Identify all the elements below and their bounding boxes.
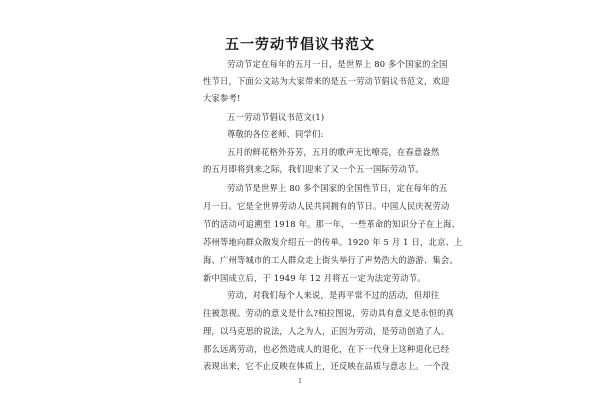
paragraph-line: 大家参考! xyxy=(203,93,241,103)
paragraph-line: 劳动节定在每年的五月一日，是世界上 80 多个国家的全国 xyxy=(227,59,448,69)
paragraph-line: 往被忽视。劳动的意义是什么?柏拉图说，劳动具有意义是永恒的真 xyxy=(203,308,455,318)
paragraph-line: 那么远离劳动，也必然造成人的退化，在下一代身上这种退化已经 xyxy=(203,344,450,354)
paragraph-line: 理，以马克思的说法，人之为人，正因为劳动，是劳动创造了人。 xyxy=(203,326,450,336)
paragraph-line: 劳动，对我们每个人来说，是再平常不过的活动，但却往 xyxy=(227,290,440,300)
page-number: 1 xyxy=(298,378,302,385)
paragraph-line: 苏州等地向群众散发介绍五一的传单。1920 年 5 月 1 日，北京、上 xyxy=(203,237,463,247)
paragraph-line: 劳动节是世界上 80 多个国家的全国性节日，定在每年的五 xyxy=(227,183,448,193)
salutation: 尊敬的各位老师、同学们: xyxy=(227,129,324,139)
paragraph-line: 性节日，下面公文站为大家带来的是五一劳动节倡议书范文，欢迎 xyxy=(203,76,450,86)
paragraph-line: 月一日。它是全世界劳动人民共同拥有的节日。中国人民庆祝劳动 xyxy=(203,201,450,211)
document-title: 五一劳动节倡议书范文 xyxy=(225,37,375,53)
paragraph-line: 五月的鲜花格外芬芳，五月的歌声无比嘹亮，在春意盎然 xyxy=(227,147,440,157)
paragraph-line: 海、广州等城市的工人群众走上街头举行了声势浩大的游游、集会。 xyxy=(203,255,458,265)
paragraph-line: 新中国成立后，于 1949 年 12 月将五一定为法定劳动节。 xyxy=(203,273,426,283)
paragraph-line: 表现出来，它不止反映在体质上，还反映在品质与意志上。一个没 xyxy=(203,361,450,371)
section-heading: 五一劳动节倡议书范文(1) xyxy=(227,112,325,122)
paragraph-line: 的五月即将到来之际，我们迎来了又一个五一国际劳动节。 xyxy=(203,164,424,174)
paragraph-line: 节的活动可追溯至 1918 年。那一年，一些革命的知识分子在上海、 xyxy=(203,219,461,229)
